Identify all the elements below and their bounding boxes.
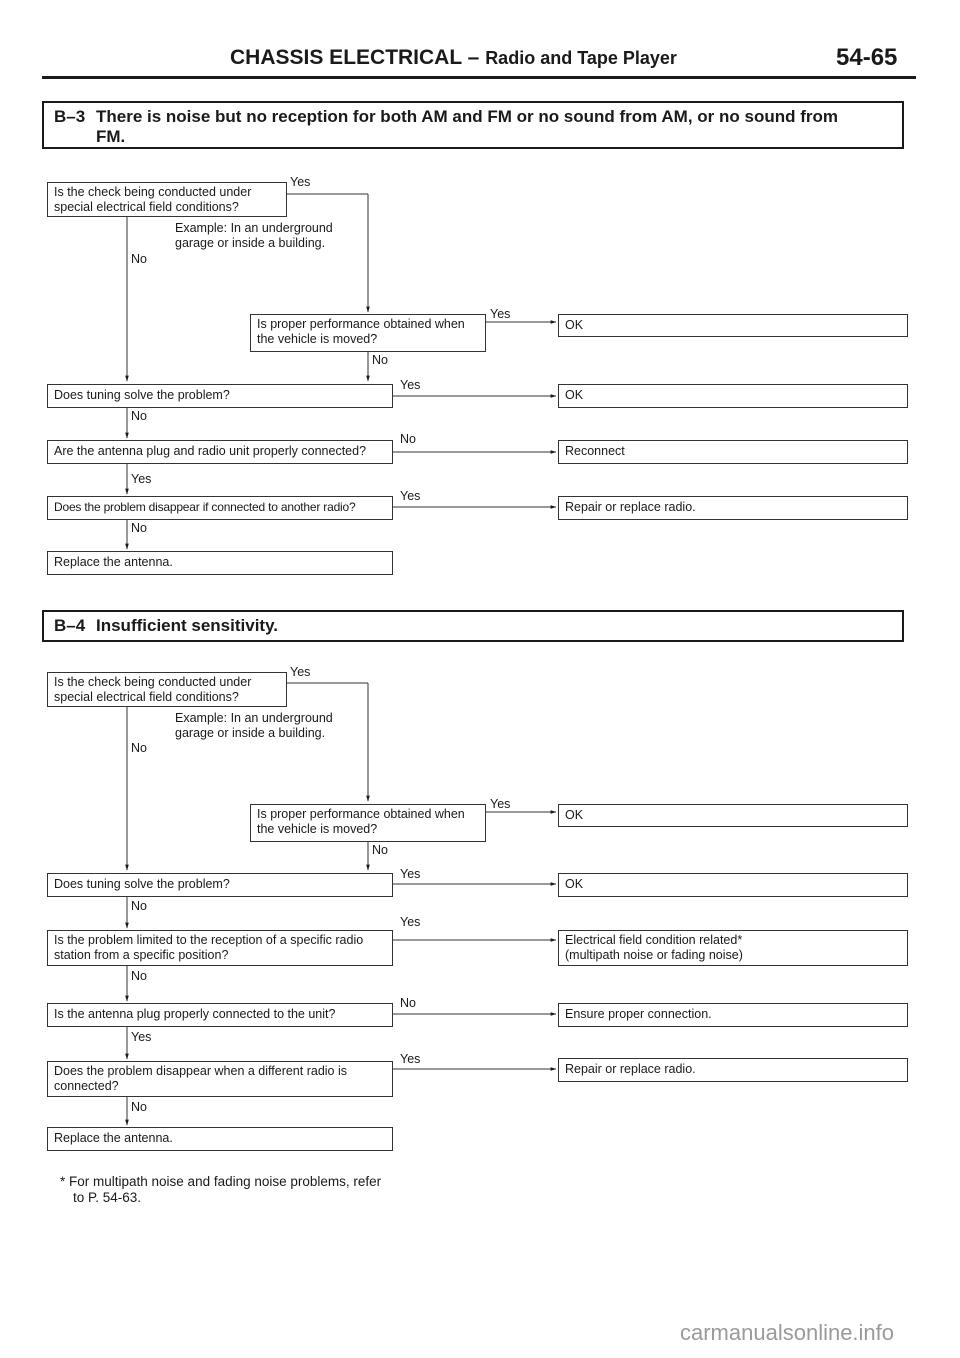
b3-result-ok-1: OK <box>558 314 908 337</box>
b4-example-note: Example: In an underground garage or inside a building. <box>175 711 333 740</box>
b3-label-no-3: No <box>131 409 147 423</box>
b4-label-no-1: No <box>131 741 147 755</box>
b4-label-no-3: No <box>131 899 147 913</box>
b4-label-yes-3: Yes <box>400 867 421 881</box>
b3-label-no-4: No <box>400 432 416 446</box>
b4-question-vehicle-moved: Is proper performance obtained when the vehicle is moved? <box>250 804 486 842</box>
page-number: 54-65 <box>836 44 898 71</box>
b4-result-ok-2: OK <box>558 873 908 897</box>
b3-question-antenna-connected: Are the antenna plug and radio unit properly connected? <box>47 440 393 464</box>
b4-label-no-2: No <box>372 843 388 857</box>
watermark-text: carmanualsonline.info <box>680 1320 895 1345</box>
b3-label-yes-5: Yes <box>400 489 421 503</box>
section-b4-header <box>42 610 904 642</box>
b4-question-specific-station: Is the problem limited to the reception of a specific radio station from a specific position? <box>47 930 393 966</box>
b3-result-reconnect: Reconnect <box>558 440 908 464</box>
b4-question-special-field: Is the check being conducted under special electrical field conditions? <box>47 672 287 707</box>
b3-end-replace-antenna: Replace the antenna. <box>47 551 393 575</box>
b3-question-tuning: Does tuning solve the problem? <box>47 384 393 408</box>
b3-label-no-1: No <box>131 252 147 266</box>
b3-label-yes-3: Yes <box>400 378 421 392</box>
b4-label-no-6: No <box>131 1100 147 1114</box>
b3-question-another-radio: Does the problem disappear if connected to another radio? <box>47 496 393 520</box>
b3-question-special-field: Is the check being conducted under special electrical field conditions? <box>47 182 287 217</box>
b4-question-tuning: Does tuning solve the problem? <box>47 873 393 897</box>
footnote-line1: * For multipath noise and fading noise problems, refer <box>60 1174 382 1189</box>
b4-label-no-4: No <box>131 969 147 983</box>
b4-result-ok-1: OK <box>558 804 908 827</box>
b3-label-yes-4: Yes <box>131 472 152 486</box>
b3-label-yes-2: Yes <box>490 307 511 321</box>
b4-label-yes-6: Yes <box>400 1052 421 1066</box>
section-b4-title: Insufficient sensitivity. <box>96 616 279 635</box>
b4-question-different-radio: Does the problem disappear when a different radio is connected? <box>47 1061 393 1097</box>
section-b3-number: B–3 <box>54 107 86 126</box>
b4-label-no-5: No <box>400 996 416 1010</box>
b4-question-antenna-plug: Is the antenna plug properly connected to the unit? <box>47 1003 393 1027</box>
b4-result-repair-radio: Repair or replace radio. <box>558 1058 908 1082</box>
section-b3-title-line1: There is noise but no reception for both AM and FM or no sound from AM, or no sound from <box>96 107 838 126</box>
b4-label-yes-1: Yes <box>290 665 311 679</box>
section-b4-number: B–4 <box>54 616 86 635</box>
footnote-line2: to P. 54-63. <box>73 1190 142 1205</box>
b3-label-no-5: No <box>131 521 147 535</box>
b3-result-ok-2: OK <box>558 384 908 408</box>
b4-end-replace-antenna: Replace the antenna. <box>47 1127 393 1151</box>
b4-result-ensure-connection: Ensure proper connection. <box>558 1003 908 1027</box>
b3-result-repair-radio: Repair or replace radio. <box>558 496 908 520</box>
header-section: CHASSIS ELECTRICAL <box>230 46 462 69</box>
b4-label-yes-5: Yes <box>131 1030 152 1044</box>
b4-label-yes-2: Yes <box>490 797 511 811</box>
b3-label-yes-1: Yes <box>290 175 311 189</box>
b3-example-note: Example: In an underground garage or inside a building. <box>175 221 333 250</box>
b4-label-yes-4: Yes <box>400 915 421 929</box>
footnote <box>60 1174 381 1206</box>
b3-question-vehicle-moved: Is proper performance obtained when the vehicle is moved? <box>250 314 486 352</box>
header-dash: – <box>467 46 480 69</box>
section-b3-title-line2: FM. <box>96 127 126 146</box>
header-subsection: Radio and Tape Player <box>485 48 677 68</box>
b4-result-field-condition: Electrical field condition related* (multipath noise or fading noise) <box>558 930 908 966</box>
b3-label-no-2: No <box>372 353 388 367</box>
